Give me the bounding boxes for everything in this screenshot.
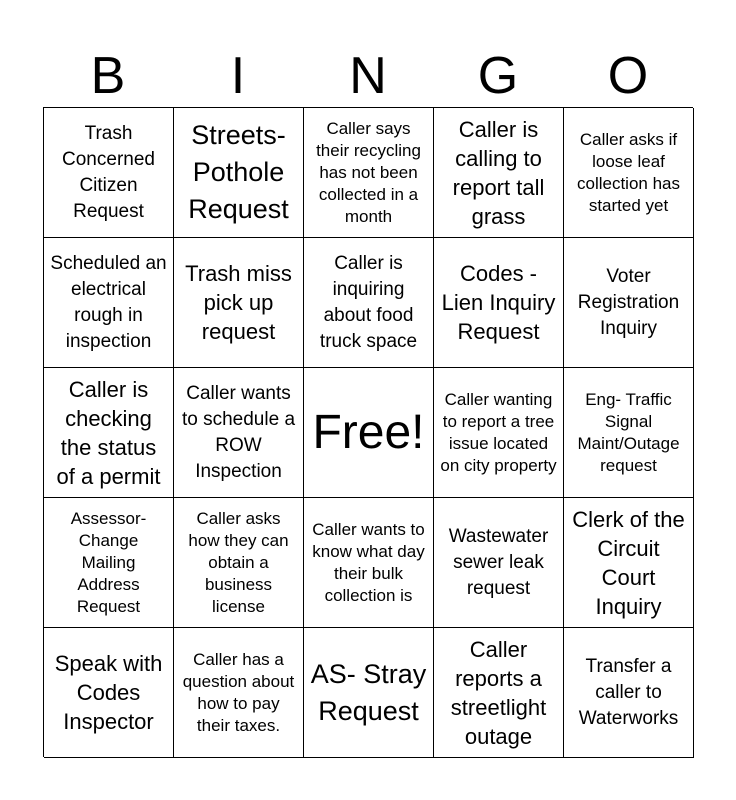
bingo-cell[interactable]	[174, 108, 304, 238]
bingo-cell[interactable]	[174, 368, 304, 498]
cell-text: Speak with Codes Inspector	[54, 651, 163, 734]
cell-text: Trash Concerned Citizen Request	[62, 122, 155, 222]
header-letter-o: O	[607, 47, 649, 105]
bingo-cell[interactable]	[44, 238, 174, 368]
bingo-cell[interactable]	[174, 238, 304, 368]
cell-text: Caller asks how they can obtain a business license	[188, 508, 289, 616]
header-letter-n: N	[349, 47, 387, 105]
cell-text: Caller is inquiring about food truck space	[319, 252, 418, 352]
bingo-cell[interactable]	[564, 498, 694, 628]
bingo-cell[interactable]	[434, 238, 564, 368]
cell-text: Wastewater sewer leak request	[448, 525, 549, 599]
bingo-cell[interactable]	[434, 498, 564, 628]
free-space-cell[interactable]	[304, 368, 434, 498]
cell-text: Transfer a caller to Waterworks	[578, 655, 679, 729]
header-letter-i: I	[230, 47, 246, 105]
bingo-cell[interactable]	[174, 498, 304, 628]
bingo-cell[interactable]	[564, 108, 694, 238]
bingo-cell[interactable]	[434, 108, 564, 238]
cell-text: Codes - Lien Inquiry Request	[441, 261, 556, 344]
bingo-cell[interactable]	[174, 628, 304, 758]
bingo-cell[interactable]	[44, 108, 174, 238]
bingo-cell[interactable]	[44, 628, 174, 758]
cell-text: Caller asks if loose leaf collection has started yet	[576, 129, 680, 215]
cell-text: Eng- Traffic Signal Maint/Outage request	[577, 389, 680, 475]
header-letter-g: G	[477, 47, 519, 105]
bingo-cell[interactable]	[564, 628, 694, 758]
cell-text: Caller says their recycling has not been collected in a month	[316, 118, 421, 226]
header-letter-b: B	[90, 47, 126, 105]
cell-text: Caller is checking the status of a permit	[56, 376, 161, 489]
cell-text: Streets- Pothole Request	[188, 120, 289, 224]
cell-text: Scheduled an electrical rough in inspection	[50, 252, 167, 352]
cell-text: Caller is calling to report tall grass	[452, 116, 545, 229]
cell-text: AS- Stray Request	[310, 658, 427, 726]
bingo-cell[interactable]	[304, 238, 434, 368]
cell-text: Caller wanting to report a tree issue located on city property	[440, 389, 557, 475]
cell-text: Clerk of the Circuit Court Inquiry	[572, 506, 685, 619]
cell-text: Caller wants to know what day their bulk collection is	[312, 519, 425, 605]
cell-text: Caller reports a streetlight outage	[450, 636, 547, 749]
cell-text: Voter Registration Inquiry	[577, 265, 680, 339]
bingo-header	[43, 45, 693, 107]
cell-text: Caller wants to schedule a ROW Inspection	[181, 382, 296, 482]
bingo-cell[interactable]	[304, 108, 434, 238]
cell-text: Assessor- Change Mailing Address Request	[70, 508, 147, 616]
bingo-cell[interactable]	[304, 498, 434, 628]
free-space-text: Free!	[312, 405, 425, 459]
bingo-cell[interactable]	[434, 368, 564, 498]
bingo-cell[interactable]	[564, 238, 694, 368]
bingo-cell[interactable]	[434, 628, 564, 758]
bingo-cell[interactable]	[44, 368, 174, 498]
bingo-cell[interactable]	[304, 628, 434, 758]
cell-text: Trash miss pick up request	[185, 261, 292, 344]
bingo-cell[interactable]	[44, 498, 174, 628]
cell-text: Caller has a question about how to pay their taxes.	[182, 649, 295, 735]
bingo-cell[interactable]	[564, 368, 694, 498]
bingo-board	[43, 107, 693, 757]
